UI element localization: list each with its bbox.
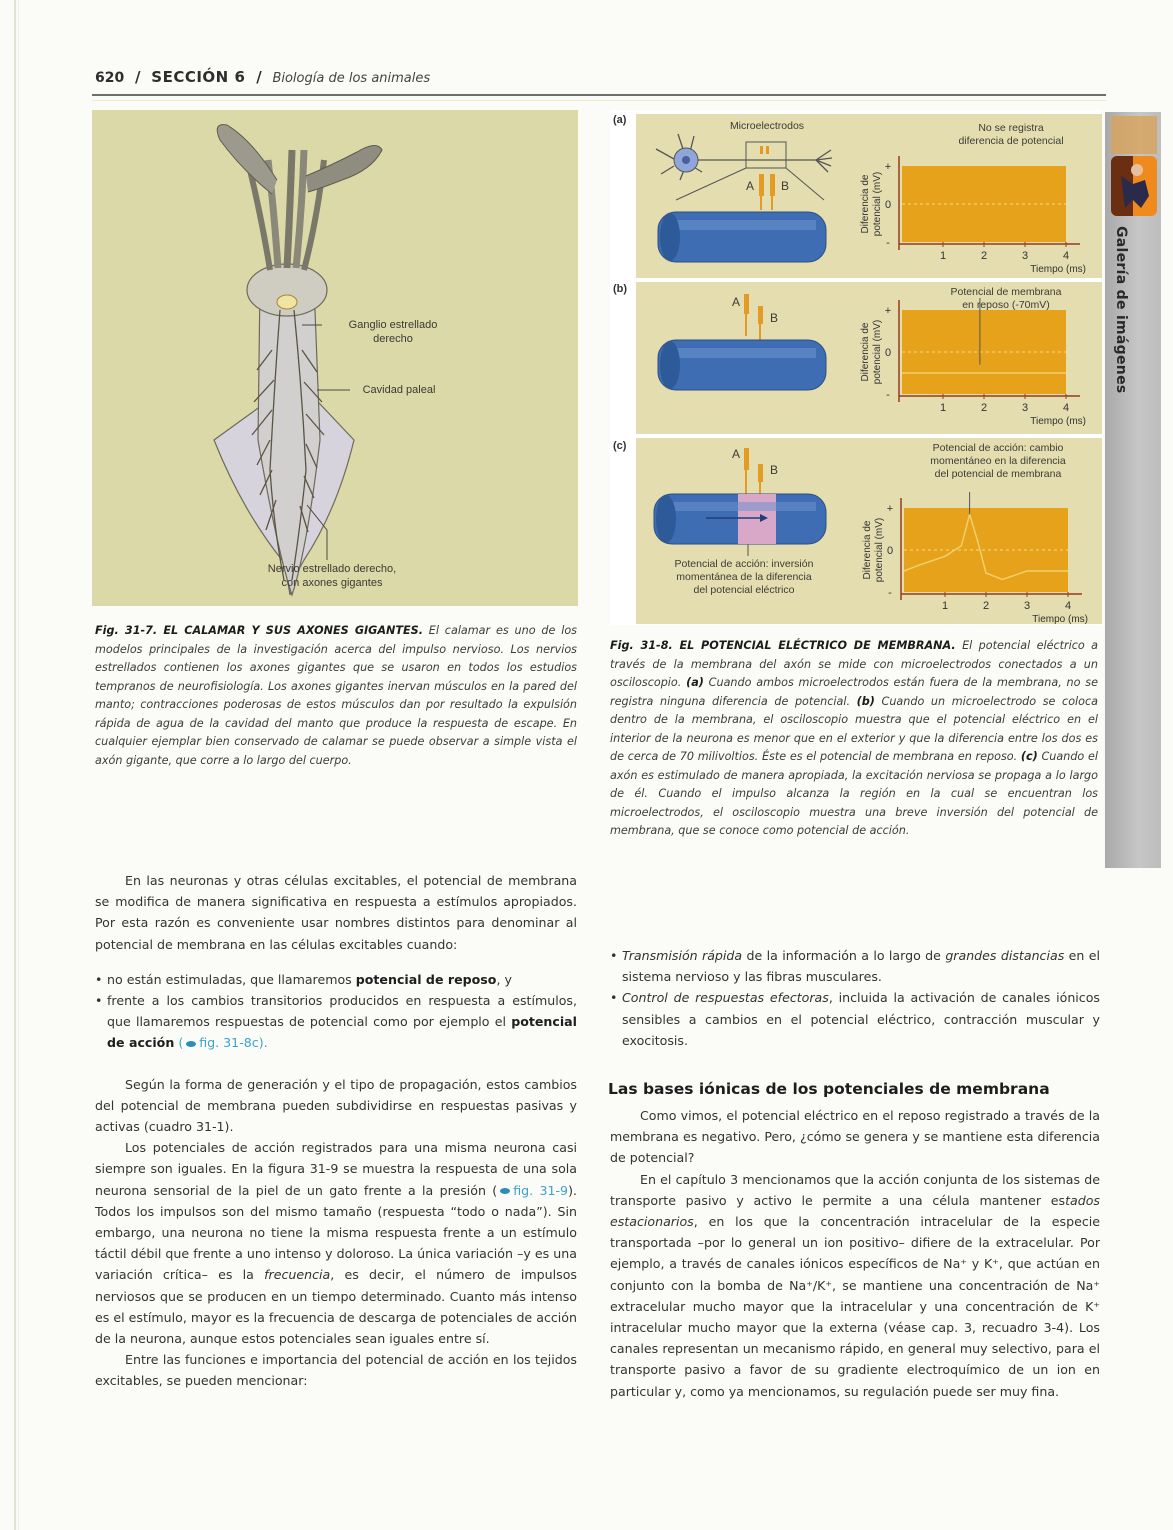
chart-a-title-line2: diferencia de potencial	[958, 135, 1064, 147]
figure-reference-link[interactable]	[174, 1035, 267, 1050]
label-ganglion	[328, 318, 458, 346]
ref-text: fig. 31-9	[513, 1182, 569, 1198]
page-gutter-line	[18, 0, 19, 1530]
paragraph	[610, 1169, 1100, 1402]
chart-c-title-line2: momentáneo en la diferencia	[930, 455, 1066, 467]
caption-title: Fig. 31-8. EL POTENCIAL ELÉCTRICO DE MEMBRANA.	[610, 639, 956, 652]
x-axis-label: Tiempo (ms)	[1030, 416, 1086, 427]
x-tick-label: 3	[1021, 402, 1029, 414]
panel-letter-a: (a)	[613, 114, 627, 126]
label-ganglion-line2: derecho	[373, 333, 413, 345]
x-axis-label: Tiempo (ms)	[1032, 614, 1088, 624]
section-label: SECCIÓN 6	[151, 68, 246, 86]
x-tick-label: 4	[1062, 250, 1070, 262]
chart-b	[860, 298, 1086, 427]
para-text: ). Todos los impulsos son del mismo tamaño (respuesta “todo o nada”). Sin embargo, una neurona no tiene la misma respuesta frente a un estímulo táctil débil que frente a uno intenso y doloroso. La única variación –y es una variación crítica– es la	[95, 1182, 577, 1283]
panel-letter-b: (b)	[613, 283, 628, 295]
caption-tag-c: (c)	[1020, 750, 1038, 763]
paragraph: Entre las funciones e importancia del potencial de acción en los tejidos excitables, se pueden mencionar:	[95, 1352, 577, 1389]
x-tick-label: 2	[980, 250, 988, 262]
paragraph: En las neuronas y otras células excitables, el potencial de membrana se modifica de manera significativa en respuesta a estímulos apropiados. Por esta razón es conveniente usar nombres distintos para denominar al potencial de membrana en las células excitables cuando:	[95, 873, 577, 952]
electrode-b-label: B	[780, 179, 789, 193]
paragraph: Según la forma de generación y el tipo de propagación, estos cambios del potencial de membrana pueden subdividirse en respuestas pasivas y activas (cuadro 31-1).	[95, 1076, 577, 1135]
label-microelectrodes: Microelectrodos	[729, 120, 805, 132]
x-tick-label: 2	[982, 600, 990, 612]
x-tick-label: 3	[1021, 250, 1029, 262]
section-heading: Las bases iónicas de los potenciales de membrana	[608, 1080, 1050, 1098]
bullet-text: en el sistema nervioso y las fibras musculares.	[622, 948, 1100, 985]
panel-b	[636, 282, 1102, 434]
x-tick-label: 1	[939, 402, 947, 414]
eye-icon	[186, 1041, 196, 1047]
bullet-text: frente a los cambios transitorios producidos en respuesta a estímulos, que llamaremos respuestas de potencial como por ejemplo el	[107, 993, 577, 1030]
electrode-b-label: B	[769, 311, 778, 325]
paren: ).	[258, 1035, 268, 1051]
chart-c-title-line3: del potencial de membrana	[934, 468, 1062, 480]
x-tick-label: 3	[1023, 600, 1031, 612]
emphasis: grandes distancias	[945, 948, 1065, 963]
label-ganglion-line1: Ganglio estrellado	[348, 319, 438, 331]
y-axis-label: potencial (mV)	[872, 319, 883, 385]
page-number: 620	[95, 70, 125, 86]
y-tick-label: +	[886, 503, 894, 515]
electrode-a-label: A	[731, 295, 740, 309]
bullet-list	[610, 945, 1100, 1051]
y-tick-label: 0	[884, 199, 892, 211]
chart-c-title-line1: Potencial de acción: cambio	[932, 442, 1064, 454]
page-gutter-line	[14, 0, 16, 1530]
list-item	[95, 990, 577, 1054]
book-part-title: Biología de los animales	[272, 71, 431, 86]
electrode-a-label: A	[745, 179, 754, 193]
caption-tag-b: (b)	[856, 694, 875, 708]
paren: (	[174, 1035, 184, 1051]
list-item	[610, 987, 1100, 1051]
list-item	[610, 945, 1100, 987]
caption-tag-a: (a)	[686, 676, 704, 689]
diagram-label-line3: del potencial eléctrico	[693, 584, 795, 596]
chart-a-title	[936, 122, 1086, 148]
label-nerve-line1: Nervio estrellado derecho,	[267, 563, 397, 575]
caption-text-c: Cuando el axón es estimulado de manera apropiada, la excitación nerviosa se propaga a lo largo de él. Cuando el impulso alcanza la región en la cual se encuentran los microelectrodos, el osciloscopio muestra una breve inversión del potencial de membrana, que se conoce como potencial de acción.	[610, 750, 1098, 837]
bullet-text: de la información a lo largo de	[742, 948, 946, 963]
caption-text-a: Cuando ambos microelectrodos están fuera de la membrana, no se registra ninguna diferencia de potencial.	[610, 676, 1098, 708]
figure-31-7-caption	[95, 622, 577, 770]
x-tick-label: 2	[980, 402, 988, 414]
y-tick-label: -	[886, 389, 890, 401]
paragraph: Como vimos, el potencial eléctrico en el reposo registrado a través de la membrana es negativo. Pero, ¿cómo se genera y se mantiene esta diferencia de potencial?	[610, 1108, 1100, 1166]
eye-icon	[500, 1188, 510, 1194]
x-tick-label: 4	[1064, 600, 1072, 612]
term-resting-potential: potencial de reposo	[355, 971, 497, 987]
diagram-label-line2: momentánea de la diferencia	[676, 571, 812, 583]
caption-title: Fig. 31-7. EL CALAMAR Y SUS AXONES GIGANTES.	[95, 624, 423, 637]
bullet-text: , y	[496, 971, 512, 987]
y-tick-label: -	[888, 587, 892, 599]
bullet-text: , incluida la activación de canales iónicos sensibles a cambios en el potencial eléctrico, contracción muscular y exocitosis.	[622, 990, 1100, 1048]
x-tick-label: 1	[939, 250, 947, 262]
caption-text-b: Cuando un microelectrodo se coloca dentro de la membrana, el osciloscopio muestra que el potencial eléctrico en el interior de la neurona es menor que en el exterior y que la diferencia entre los dos es de cerca de 70 milivoltios. Éste es el potencial de membrana en reposo.	[610, 694, 1098, 763]
chart-a-title-line1: No se registra	[978, 122, 1044, 134]
panel-letter-c: (c)	[613, 440, 627, 452]
paragraph	[95, 1137, 577, 1349]
panel-c	[636, 438, 1102, 624]
gallery-figure-icon	[1111, 156, 1157, 216]
left-column-text	[95, 870, 577, 1392]
header-rule-shadow	[92, 100, 1106, 101]
y-tick-label: 0	[884, 347, 892, 359]
squid-figure	[92, 110, 578, 606]
emphasis: frecuencia	[264, 1267, 331, 1283]
right-column-text	[610, 1105, 1100, 1402]
y-tick-label: -	[886, 237, 890, 249]
chart-c-title	[908, 442, 1088, 481]
figure-31-8-caption	[610, 637, 1098, 841]
chart-b-title-line1: Potencial de membrana	[950, 286, 1062, 298]
ref-text: fig. 31-8c	[199, 1035, 259, 1051]
action-potential-diagram-label	[644, 558, 844, 597]
y-tick-label: 0	[886, 545, 894, 557]
bullet-text: no están estimuladas, que llamaremos	[107, 971, 356, 987]
emphasis: Control de respuestas efectoras	[622, 990, 829, 1006]
header-rule	[92, 94, 1106, 96]
gallery-figure-icon-glyph	[1111, 156, 1157, 216]
bullet-list	[95, 969, 577, 1054]
panel-a	[636, 114, 1102, 278]
right-column-bullets	[610, 945, 1100, 1051]
gallery-tab-label: Galería de imágenes	[1113, 226, 1129, 394]
para-text: , en los que la concentración intracelular de la especie transportada –por lo general un ion positivo– difiere de la extracelular. Por ejemplo, a través de canales iónicos específicos de Na⁺ y K⁺, que actúan en conjunto con la bomba de Na⁺/K⁺, se mantiene una concentración de Na⁺ extracelular mucho mayor que la intracelular y una concentración de K⁺ intracelular mucho mayor que la externa (véase cap. 3, recuadro 3-4). Los canales representan un mecanismo rápido, en general muy selectivo, para el transporte pasivo a favor de su gradiente electroquímico de un ion en particular y, como ya mencionamos, su regulación puede ser muy fina.	[610, 1214, 1100, 1399]
list-item	[95, 969, 577, 990]
x-tick-label: 1	[941, 600, 949, 612]
caption-intro: El potencial eléctrico a través de la membrana del axón se mide con microelectrodos conectados a un osciloscopio.	[610, 639, 1098, 689]
chart-b-title-line2: en reposo (-70mV)	[962, 299, 1050, 311]
y-axis-label: Diferencia de	[860, 322, 871, 382]
x-axis-label: Tiempo (ms)	[1030, 264, 1086, 275]
para-text: En el capítulo 3 mencionamos que la acción conjunta de los sistemas de transporte pasivo y activo le permite a una célula mantener es	[610, 1171, 1100, 1208]
emphasis: tados estacionarios	[610, 1192, 1100, 1230]
chart-b-title	[926, 286, 1086, 312]
electrode-a-label: A	[731, 447, 740, 461]
electrode-b-label: B	[769, 463, 778, 477]
tab-header-strip	[1111, 116, 1157, 154]
y-tick-label: +	[884, 305, 892, 317]
label-stellate-nerve	[242, 562, 422, 590]
y-tick-label: +	[884, 161, 892, 173]
y-axis-label: potencial (mV)	[872, 171, 883, 237]
diagram-label-line1: Potencial de acción: inversión	[674, 558, 814, 570]
caption-text: El calamar es uno de los modelos principales de la investigación acerca del impulso nervioso. Los nervios estrellados contienen los axones gigantes que se usaron en todos los estudios tempranos de neurofisiología. Los axones gigantes inervan músculos en la pared del manto; contracciones poderosas de estos músculos dan por resultado la expulsión rápida de agua de la cavidad del manto que produce la respuesta de escape. En cualquier ejemplar bien conservado de calamar se puede observar a simple vista el axón gigante, que corre a lo largo del cuerpo.	[95, 624, 577, 767]
emphasis: Transmisión rápida	[622, 948, 743, 963]
membrane-potential-figure	[610, 110, 1102, 625]
y-axis-label: Diferencia de	[860, 174, 871, 234]
label-mantle-cavity: Cavidad paleal	[362, 384, 436, 396]
label-nerve-line2: con axones gigantes	[281, 577, 383, 589]
separator: /	[135, 68, 141, 86]
para-text: , es decir, el número de impulsos nerviosos que se producen en un tiempo determinado. Cuanto más intenso es el estímulo, mayor es la frecuencia de descarga de potenciales de acción de la neurona, aunque estos potenciales sean iguales entre sí.	[95, 1267, 577, 1347]
y-axis-label: potencial (mV)	[874, 517, 885, 583]
running-head	[95, 68, 430, 86]
x-tick-label: 4	[1062, 402, 1070, 414]
term-action-potential: potencial de acción	[107, 1014, 577, 1051]
figure-reference-link[interactable]	[497, 1183, 568, 1198]
image-gallery-tab[interactable]	[1105, 112, 1161, 868]
separator: /	[256, 68, 262, 86]
y-axis-label: Diferencia de	[862, 520, 873, 580]
para-text: Los potenciales de acción registrados para una misma neurona casi siempre son iguales. En la figura 31-9 se muestra la respuesta de una sola neurona sensorial de la piel de un gato frente a la presión (	[95, 1140, 577, 1198]
chart-c	[862, 492, 1088, 624]
chart-a	[860, 156, 1086, 275]
squid-illustration	[92, 110, 578, 606]
